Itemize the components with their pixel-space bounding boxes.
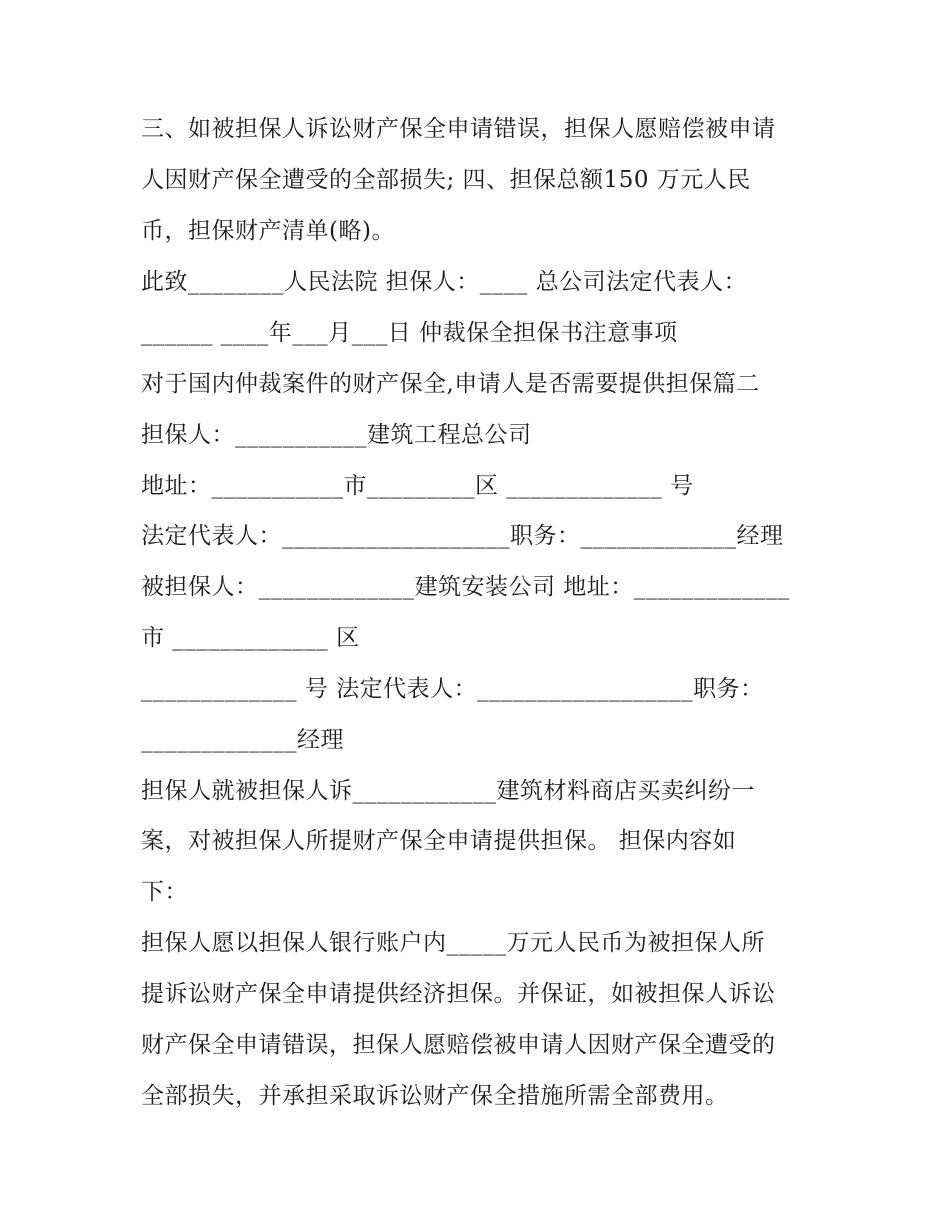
text-line: 提诉讼财产保全申请提供经济担保。并保证，如被担保人诉讼: [141, 981, 776, 1007]
text-line: _____________经理: [141, 727, 344, 753]
text-line: 下：: [141, 879, 188, 905]
text-line: 全部损失，并承担采取诉讼财产保全措施所需全部费用。: [141, 1083, 729, 1109]
text-line: 币，担保财产清单(略)。: [141, 218, 395, 244]
text-line: 担保人愿以担保人银行账户内_____万元人民币为被担保人所: [141, 930, 765, 956]
text-line: ______ ____年___月___日 仲裁保全担保书注意事项: [141, 320, 678, 346]
text-line: 担保人：___________建筑工程总公司: [141, 422, 532, 448]
text-line: 案，对被担保人所提财产保全申请提供担保。 担保内容如: [141, 828, 737, 854]
text-line: 财产保全申请错误，担保人愿赔偿被申请人因财产保全遭受的: [141, 1032, 776, 1058]
text-line: 三、如被担保人诉讼财产保全申请错误，担保人愿赔偿被申请: [141, 116, 776, 142]
text-line: 市 _____________ 区: [141, 625, 360, 651]
text-line: 对于国内仲裁案件的财产保全,申请人是否需要提供担保篇二: [141, 371, 760, 397]
text-line: 此致________人民法院 担保人：____ 总公司法定代表人：: [141, 269, 748, 295]
text-line: 法定代表人：___________________职务：_____________经理: [141, 523, 784, 549]
text-line: 被担保人：_____________建筑安装公司 地址：_____________: [141, 574, 790, 600]
text-line: 人因财产保全遭受的全部损失; 四、担保总额150 万元人民: [141, 167, 751, 193]
text-line: 担保人就被担保人诉____________建筑材料商店买卖纠纷一: [141, 778, 755, 804]
text-line: 地址：___________市_________区 _____________ 号: [141, 473, 694, 499]
text-line: _____________ 号 法定代表人：__________________职务：: [141, 676, 764, 702]
